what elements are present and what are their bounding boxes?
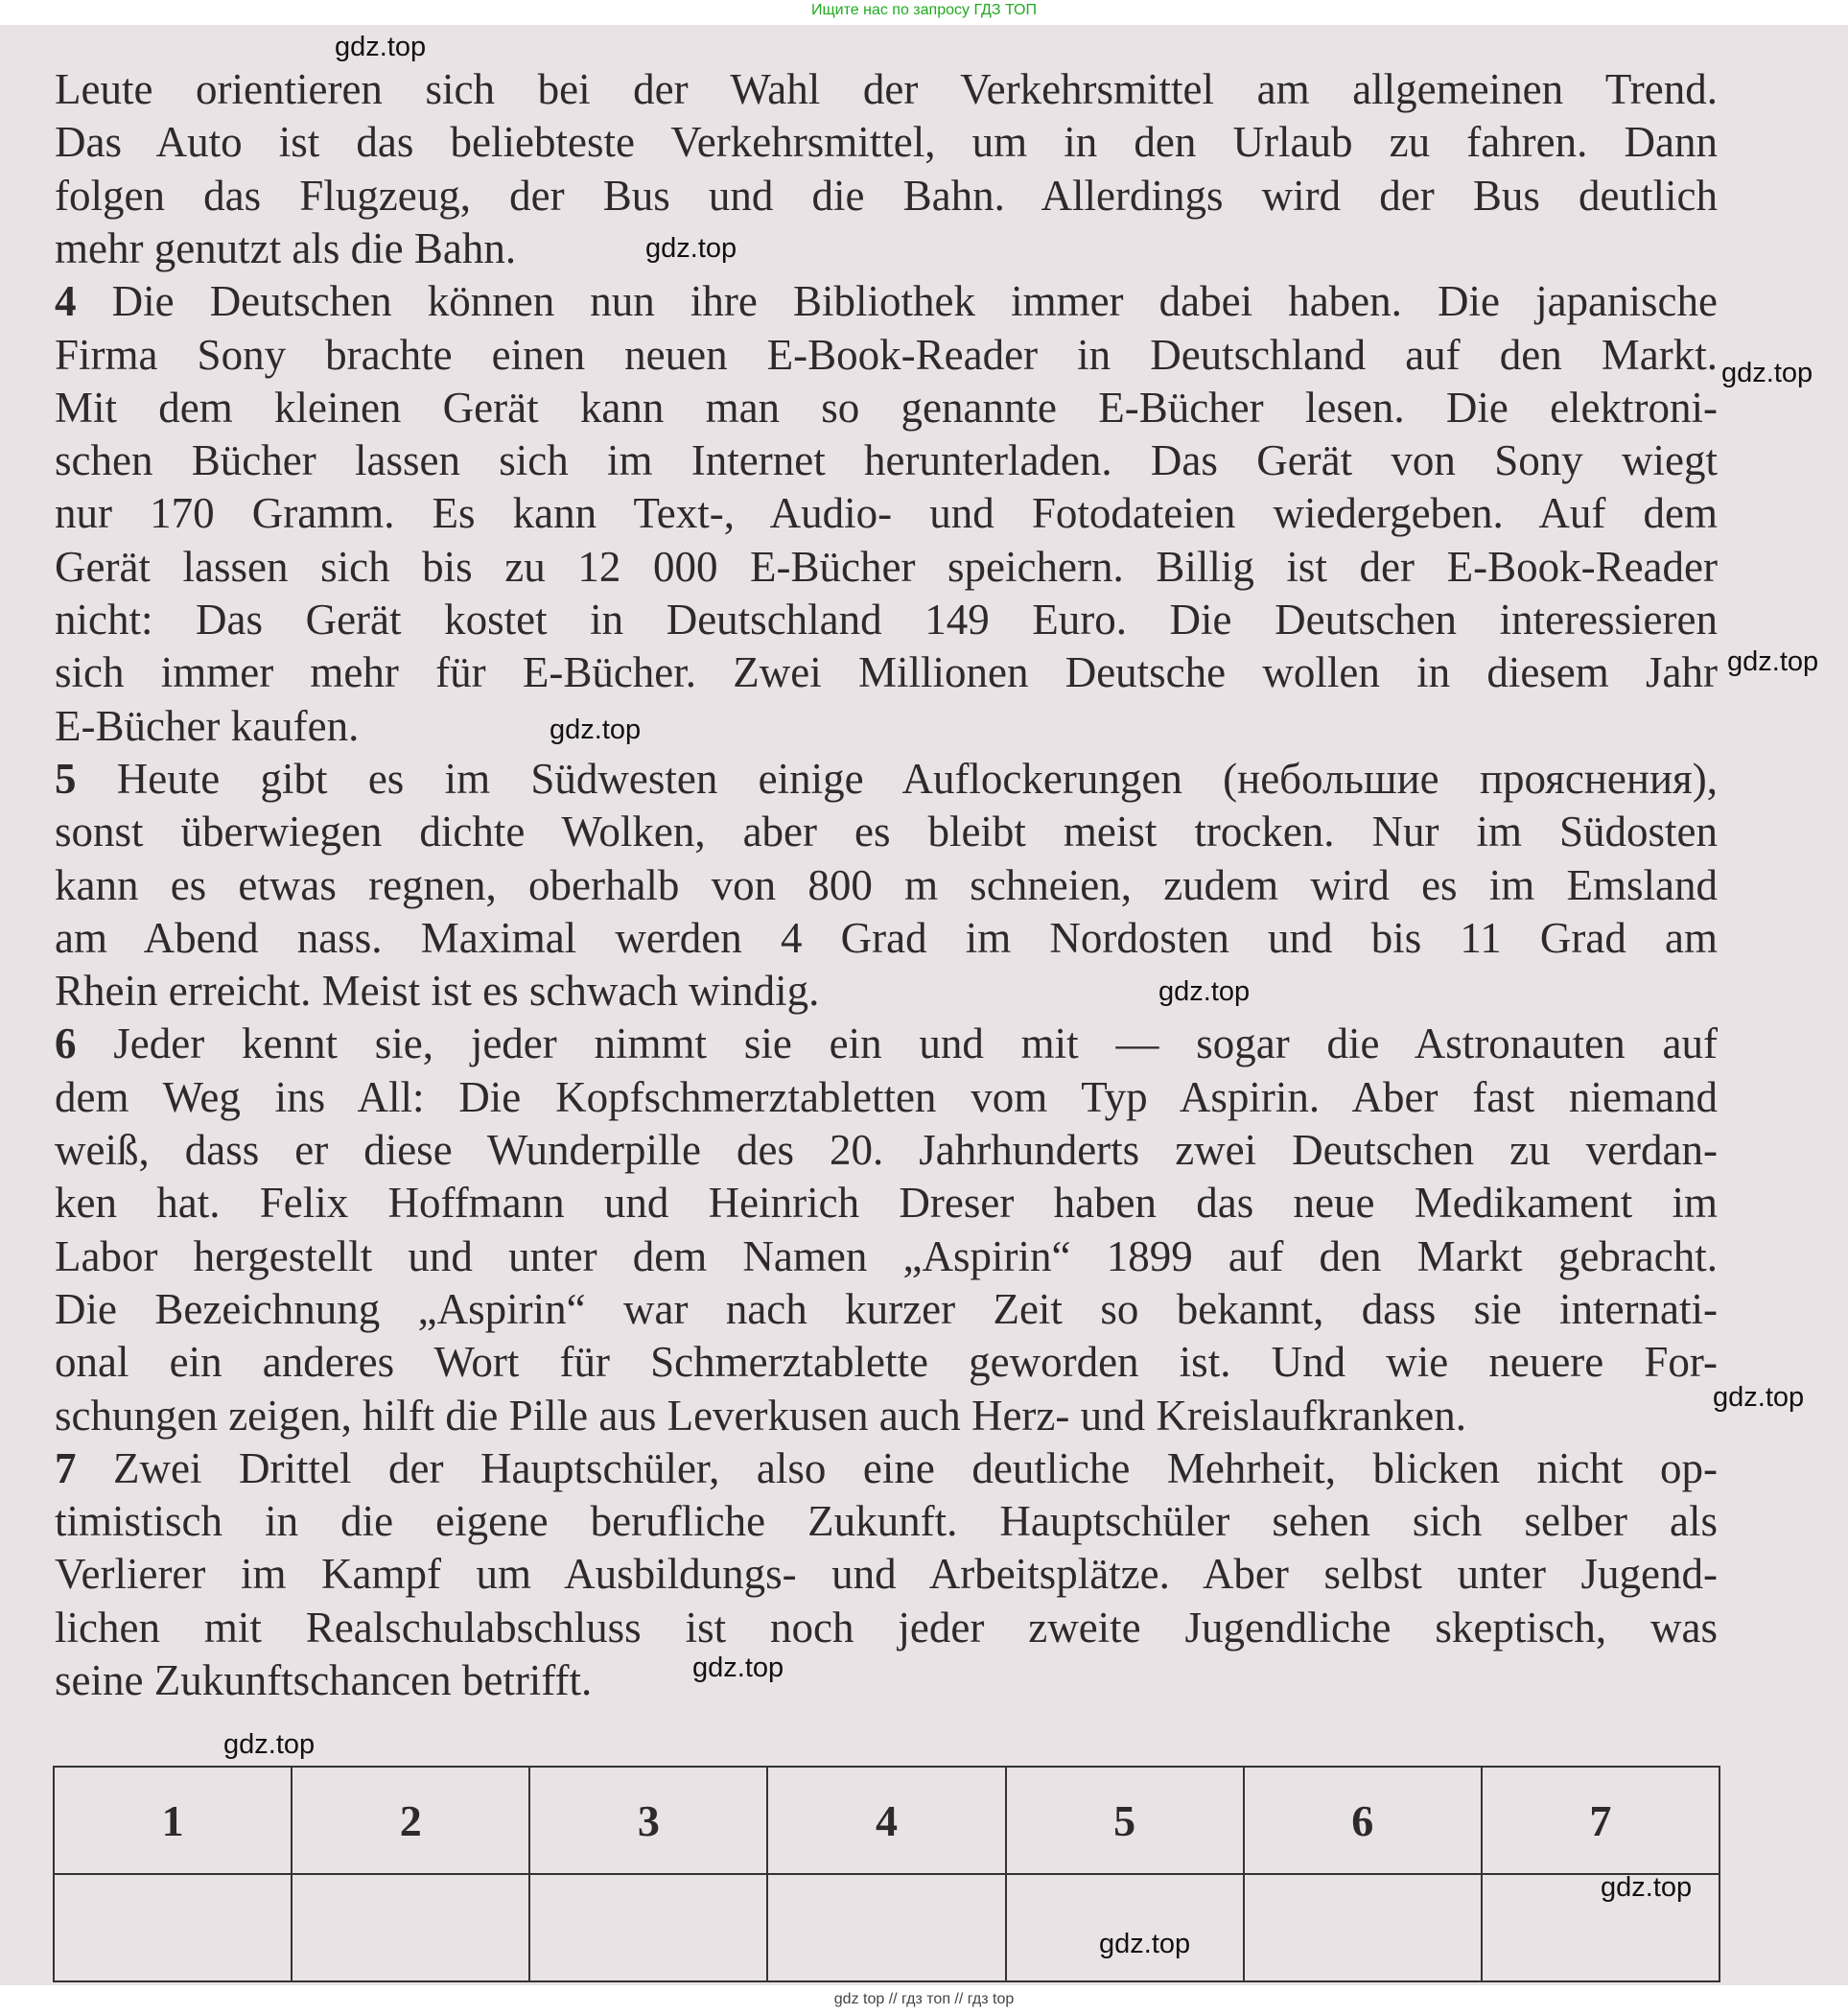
text-line-content: Die Deutschen können nun ihre Bibliothek immer dabei haben. Die japanische [111, 277, 1718, 326]
text-line-content: lichen mit Realschulabschluss ist noch jeder zweite Jugendliche skeptisch, was [55, 1603, 1718, 1652]
watermark: gdz.top [550, 715, 642, 745]
text-line-content: Das Auto ist das beliebteste Verkehrsmittel, um in den Urlaub zu fahren. Dann [55, 118, 1718, 167]
text-line-content: nicht: Das Gerät kostet in Deutschland 149 Euro. Die Deutschen interessieren [55, 596, 1718, 644]
text-line-content: am Abend nass. Maximal werden 4 Grad im Nordosten und bis 11 Grad am [55, 913, 1718, 962]
text-line [55, 382, 1718, 434]
text-line [55, 1283, 1718, 1336]
answer-header-cell: 1 [54, 1767, 292, 1874]
text-line-content: E-Bücher kaufen. [55, 701, 360, 750]
text-line-content: folgen das Flugzeug, der Bus und die Bahn. Allerdings wird der Bus deutlich [55, 171, 1718, 220]
watermark: gdz.top [1721, 358, 1813, 388]
text-line-content: Mit dem kleinen Gerät kann man so genannte E-Bücher lesen. Die elektroni- [55, 383, 1718, 432]
text-line [55, 965, 1718, 1018]
text-line [55, 700, 1718, 753]
text-line [55, 434, 1718, 487]
text-line-content: sich immer mehr für E-Bücher. Zwei Millionen Deutsche wollen in diesem Jahr [55, 648, 1718, 697]
text-line-content: onal ein anderes Wort für Schmerztablette geworden ist. Und wie neuere For- [55, 1338, 1718, 1387]
text-line-content: Jeder kennt sie, jeder nimmt sie ein und mit — sogar die Astronauten auf [113, 1019, 1718, 1068]
text-line [55, 1442, 1718, 1495]
textbook-page [0, 25, 1848, 1985]
watermark: gdz.top [1727, 646, 1819, 677]
answer-table [53, 1766, 1720, 1982]
answer-header-cell: 3 [529, 1767, 767, 1874]
watermark: gdz.top [335, 32, 427, 62]
text-line-content: mehr genutzt als die Bahn. [55, 223, 517, 272]
header-banner: Ищите нас по запросу ГДЗ ТОП [811, 2, 1037, 18]
text-line-content: Heute gibt es im Südwesten einige Auflockerungen (небольшие прояснения), [116, 754, 1718, 803]
answer-table-answer-row [54, 1874, 1719, 1981]
answer-cell [54, 1874, 292, 1981]
footer-banner: gdz top // гдз топ // гдз top [833, 1991, 1015, 2007]
text-line [55, 1230, 1718, 1283]
watermark: gdz.top [1601, 1872, 1693, 1903]
answer-cell [292, 1874, 529, 1981]
text-line-content: Rhein erreicht. Meist ist es schwach windig. [55, 967, 820, 1016]
watermark: gdz.top [1099, 1929, 1191, 1959]
watermark: gdz.top [692, 1652, 784, 1683]
answer-cell [529, 1874, 767, 1981]
text-line-content: sonst überwiegen dichte Wolken, aber es bleibt meist trocken. Nur im Südosten [55, 808, 1718, 856]
text-line-content: weiß, dass er diese Wunderpille des 20. Jahrhunderts zwei Deutschen zu verdan- [55, 1126, 1718, 1174]
text-line-content: Firma Sony brachte einen neuen E-Book-Reader in Deutschland auf den Markt. [55, 330, 1718, 379]
answer-header-cell: 5 [1006, 1767, 1244, 1874]
watermark: gdz.top [645, 233, 737, 264]
answer-header-cell: 2 [292, 1767, 529, 1874]
text-line-content: dem Weg ins All: Die Kopfschmerztabletten vom Typ Aspirin. Aber fast niemand [55, 1072, 1718, 1121]
paragraph-number: 7 [55, 1443, 77, 1492]
text-line [55, 806, 1718, 858]
text-line-content: Verlierer im Kampf um Ausbildungs- und Arbeitsplätze. Aber selbst unter Jugend- [55, 1550, 1718, 1599]
answer-header-cell: 4 [767, 1767, 1005, 1874]
text-line [55, 646, 1718, 699]
text-line-content: Labor hergestellt und unter dem Namen „Aspirin“ 1899 auf den Markt gebracht. [55, 1231, 1718, 1280]
watermark: gdz.top [1158, 976, 1251, 1007]
watermark: gdz.top [1713, 1382, 1805, 1413]
text-line [55, 1071, 1718, 1124]
paragraph-number: 6 [55, 1019, 77, 1068]
text-line-content: Gerät lassen sich bis zu 12 000 E-Bücher speichern. Billig ist der E-Book-Reader [55, 542, 1718, 591]
text-line [55, 1602, 1718, 1654]
text-line [55, 1548, 1718, 1601]
text-line [55, 541, 1718, 594]
text-line [55, 223, 1718, 275]
watermark: gdz.top [223, 1729, 316, 1760]
answer-cell [1006, 1874, 1244, 1981]
answer-header-cell: 6 [1244, 1767, 1482, 1874]
answer-cell [767, 1874, 1005, 1981]
answer-cell [1244, 1874, 1482, 1981]
text-line-content: Zwei Drittel der Hauptschüler, also eine deutliche Mehrheit, blicken nicht op- [113, 1443, 1719, 1492]
text-line [55, 1124, 1718, 1177]
text-line [55, 170, 1718, 223]
text-line-content: nur 170 Gramm. Es kann Text-, Audio- und Fotodateien wiedergeben. Auf dem [55, 489, 1718, 538]
text-line [55, 1336, 1718, 1389]
text-line [55, 1177, 1718, 1230]
text-line-content: ken hat. Felix Hoffmann und Heinrich Dreser haben das neue Medikament im [55, 1179, 1718, 1228]
paragraph-number: 5 [55, 754, 77, 803]
text-line-content: kann es etwas regnen, oberhalb von 800 m schneien, zudem wird es im Emsland [55, 860, 1718, 909]
text-line [55, 859, 1718, 912]
text-line [55, 116, 1718, 169]
text-line [55, 275, 1718, 328]
text-line-content: schungen zeigen, hilft die Pille aus Leverkusen auch Herz- und Kreislaufkranken. [55, 1391, 1466, 1440]
text-line [55, 912, 1718, 965]
text-line-content: Die Bezeichnung „Aspirin“ war nach kurzer Zeit so bekannt, dass sie internati- [55, 1284, 1718, 1333]
text-line [55, 329, 1718, 382]
text-line-content: Leute orientieren sich bei der Wahl der Verkehrsmittel am allgemeinen Trend. [55, 65, 1718, 113]
text-line [55, 487, 1718, 540]
text-line [55, 1018, 1718, 1070]
answer-table-header-row [54, 1767, 1719, 1874]
text-line-content: timistisch in die eigene berufliche Zukunft. Hauptschüler sehen sich selber als [55, 1497, 1718, 1546]
text-line [55, 753, 1718, 806]
text-line [55, 594, 1718, 646]
text-line [55, 1495, 1718, 1548]
text-line-content: seine Zukunftschancen betrifft. [55, 1656, 593, 1704]
text-line-content: schen Bücher lassen sich im Internet herunterladen. Das Gerät von Sony wiegt [55, 436, 1718, 485]
text-line [55, 63, 1718, 116]
text-line [55, 1390, 1718, 1442]
paragraph-number: 4 [55, 277, 77, 326]
text-line [55, 1654, 1718, 1707]
answer-header-cell: 7 [1482, 1767, 1719, 1874]
